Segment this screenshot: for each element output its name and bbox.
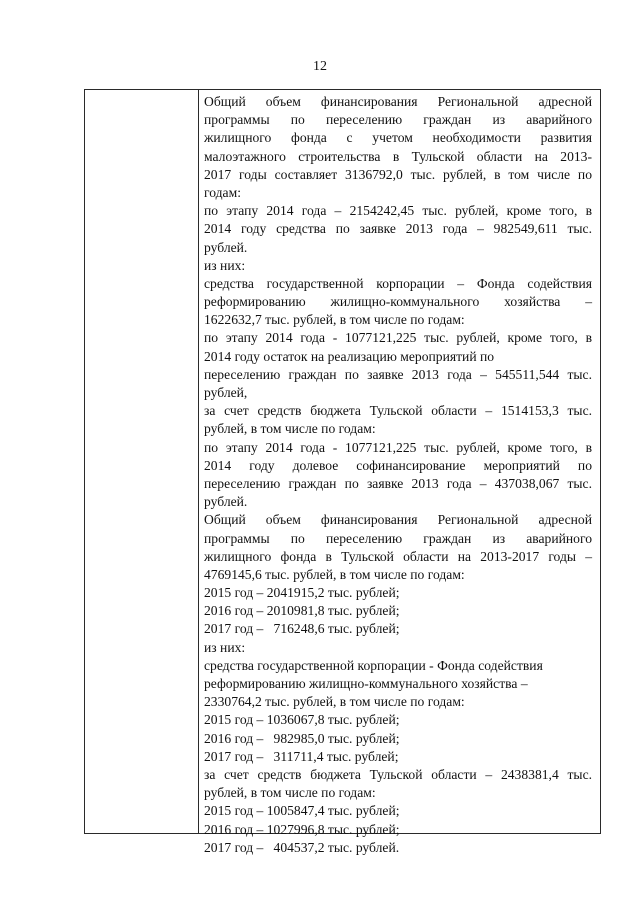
text-line: рублей, в том числе по годам: bbox=[204, 785, 376, 801]
text-line: рублей. bbox=[204, 239, 248, 255]
text-line: программы по переселению граждан из аварийного bbox=[204, 530, 592, 546]
page-number: 12 bbox=[313, 59, 327, 74]
text-line: жилищного фонда с учетом необходимости развития bbox=[204, 130, 592, 146]
text-line: переселению граждан по заявке 2013 года – 545511,544 тыс. bbox=[204, 366, 592, 382]
text-line: 4769145,6 тыс. рублей, в том числе по годам: bbox=[204, 566, 465, 582]
text-line: рублей. bbox=[204, 494, 248, 510]
table-left-cell bbox=[85, 90, 198, 833]
text-line: 2015 год – 2041915,2 тыс. рублей; bbox=[204, 585, 400, 601]
text-line: 2014 году долевое софинансирование мероприятий по bbox=[204, 457, 592, 473]
financing-table bbox=[84, 89, 601, 855]
text-line: 2017 год – 716248,6 тыс. рублей; bbox=[204, 621, 400, 637]
text-line: малоэтажного строительства в Тульской области на 2013- bbox=[204, 148, 592, 164]
text-line: по этапу 2014 года - 1077121,225 тыс. рублей, кроме того, в bbox=[204, 330, 592, 346]
text-line: 2015 год – 1036067,8 тыс. рублей; bbox=[204, 712, 400, 728]
text-line: 2017 годы составляет 3136792,0 тыс. рублей, в том числе по bbox=[204, 166, 592, 182]
text-line: реформированию жилищно-коммунального хозяйства – bbox=[204, 294, 592, 310]
table-right-cell bbox=[204, 93, 592, 857]
text-line: 2330764,2 тыс. рублей, в том числе по годам: bbox=[204, 694, 465, 710]
text-line: за счет средств бюджета Тульской области – 1514153,3 тыс. bbox=[204, 403, 592, 419]
text-line: переселению граждан по заявке 2013 года – 437038,067 тыс. bbox=[204, 475, 592, 491]
text-line: средства государственной корпорации - Фонда содействия bbox=[204, 657, 543, 673]
text-line: годам: bbox=[204, 184, 241, 200]
text-line: 2017 год – 404537,2 тыс. рублей. bbox=[204, 839, 400, 855]
column-divider bbox=[198, 90, 199, 833]
text-line: программы по переселению граждан из аварийного bbox=[204, 112, 592, 128]
text-line: Общий объем финансирования Региональной адресной bbox=[204, 512, 592, 528]
text-line: средства государственной корпорации – Фонда содействия bbox=[204, 275, 592, 291]
text-line: 2015 год – 1005847,4 тыс. рублей; bbox=[204, 803, 400, 819]
text-line: 2016 год – 1027996,8 тыс. рублей; bbox=[204, 821, 400, 837]
text-line: рублей, в том числе по годам: bbox=[204, 421, 376, 437]
text-line: 1622632,7 тыс. рублей, в том числе по годам: bbox=[204, 312, 465, 328]
text-line: Общий объем финансирования Региональной адресной bbox=[204, 94, 592, 109]
text-line: 2017 год – 311711,4 тыс. рублей; bbox=[204, 748, 399, 764]
text-line: по этапу 2014 года – 2154242,45 тыс. рублей, кроме того, в bbox=[204, 203, 592, 219]
text-line: 2016 год – 2010981,8 тыс. рублей; bbox=[204, 603, 400, 619]
text-line: из них: bbox=[204, 257, 246, 273]
text-line: 2014 году остаток на реализацию мероприятий по bbox=[204, 348, 495, 364]
text-line: рублей, bbox=[204, 385, 248, 400]
text-line: реформированию жилищно-коммунального хозяйства – bbox=[204, 676, 528, 691]
text-line: из них: bbox=[204, 639, 246, 655]
text-line: 2016 год – 982985,0 тыс. рублей; bbox=[204, 730, 400, 746]
text-line: по этапу 2014 года - 1077121,225 тыс. рублей, кроме того, в bbox=[204, 439, 592, 455]
text-line: за счет средств бюджета Тульской области – 2438381,4 тыс. bbox=[204, 766, 592, 782]
text-line: жилищного фонда в Тульской области на 2013-2017 годы – bbox=[204, 548, 592, 564]
text-line: 2014 году средства по заявке 2013 года – 982549,611 тыс. bbox=[204, 221, 592, 237]
